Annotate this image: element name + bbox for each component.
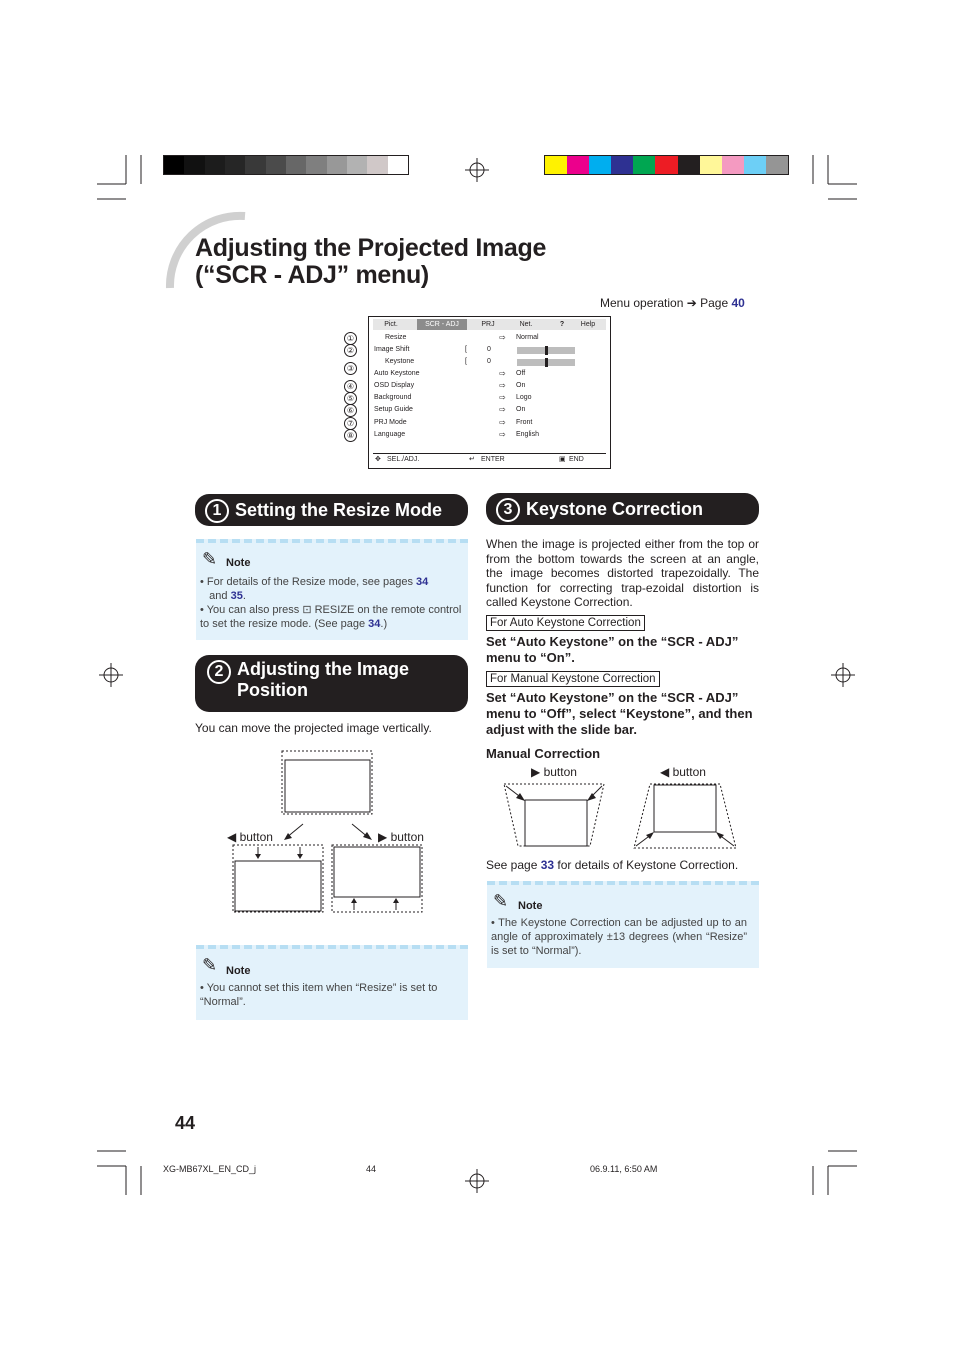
footer-filename: XG-MB67XL_EN_CD_j xyxy=(163,1164,257,1174)
note-item-1: • For details of the Resize mode, see pages 34 and 35. xyxy=(200,576,429,602)
arrow-icon: ⇨ xyxy=(499,418,506,427)
osd-row-label: OSD Display xyxy=(374,382,415,389)
note-item-2: • You can also press ⊡ RESIZE on the remote control to set the resize mode. (See page 34.) xyxy=(200,604,462,630)
grayscale-swatch xyxy=(367,156,387,174)
manual-keystone-label: For Manual Keystone Correction xyxy=(486,671,660,687)
osd-row-setup-guide xyxy=(373,404,606,416)
left-button-label: ◀ button xyxy=(660,765,706,779)
section3-body: When the image is projected either from the top or from the bottom towards the screen at an angle, the image becomes distorted trapezoidally. The function for correcting trap-ezoidal distortion is called Keystone Correction. xyxy=(486,537,759,609)
grayscale-swatch xyxy=(266,156,286,174)
osd-row-background xyxy=(373,392,606,404)
grayscale-swatch xyxy=(327,156,347,174)
osd-row-label: Keystone xyxy=(385,358,415,365)
callout-7: ⑦ xyxy=(344,417,357,430)
osd-row-value: Logo xyxy=(516,394,532,401)
arrow-icon: ⇨ xyxy=(499,430,506,439)
manual-correction-heading: Manual Correction xyxy=(486,746,601,761)
process-swatch xyxy=(678,156,700,174)
process-swatch xyxy=(655,156,677,174)
page-link[interactable]: 33 xyxy=(540,858,555,872)
note-label: Note xyxy=(226,557,251,569)
resize-key-icon: ⊡ xyxy=(302,604,312,616)
callout-2: ② xyxy=(344,344,357,357)
pencil-icon: ✎ xyxy=(202,955,218,975)
menu-operation-ref xyxy=(600,296,745,310)
osd-row-auto-keystone xyxy=(373,368,606,380)
slider-handle xyxy=(545,346,548,355)
process-swatch xyxy=(700,156,722,174)
note-text: You cannot set this item when “Resize” is set to “Normal”. xyxy=(200,982,438,1008)
page-title-line2: (“SCR - ADJ” menu) xyxy=(195,261,429,289)
page-link[interactable]: 34 xyxy=(368,618,381,630)
note-item-1: • The Keystone Correction can be adjusted up to an angle of approximately ±13 degrees (when “Resize” is set to “Normal”). xyxy=(491,917,747,957)
callout-8: ⑧ xyxy=(344,429,357,442)
osd-row-label: Image Shift xyxy=(374,346,410,353)
callout-1: ① xyxy=(344,332,357,345)
section3-number: 3 xyxy=(496,498,520,522)
section1-title: Setting the Resize Mode xyxy=(235,500,443,520)
auto-keystone-label: For Auto Keystone Correction xyxy=(486,615,645,631)
process-swatch xyxy=(589,156,611,174)
section2-title-line2: Position xyxy=(237,680,308,700)
grayscale-swatch xyxy=(388,156,408,174)
grayscale-swatch xyxy=(245,156,265,174)
grayscale-swatch xyxy=(164,156,184,174)
see-page-33 xyxy=(486,858,738,872)
process-swatch xyxy=(744,156,766,174)
osd-row-value: Off xyxy=(516,370,526,377)
osd-footer-end: END xyxy=(569,456,584,463)
grayscale-swatch xyxy=(286,156,306,174)
section2-title-line1: Adjusting the Image xyxy=(237,659,410,679)
osd-row-value: English xyxy=(516,431,539,438)
note-label: Note xyxy=(226,965,251,977)
osd-footer-enter: ENTER xyxy=(481,456,505,463)
manual-keystone-instruction: Set “Auto Keystone” on the “SCR - ADJ” menu to “Off”, select “Keystone”, and then adjust with the slide bar. xyxy=(486,690,753,737)
osd-row-label: Background xyxy=(374,394,412,401)
note-text: . xyxy=(242,590,246,602)
page-link[interactable]: 35 xyxy=(230,590,243,602)
left-button-label: ◀ button xyxy=(227,830,273,844)
see-text: for details of Keystone Correction. xyxy=(554,858,739,872)
osd-row-keystone: Keystone [ 0 xyxy=(373,356,606,368)
section1-header xyxy=(195,494,468,526)
grayscale-swatch xyxy=(205,156,225,174)
osd-tab-pict: Pict. xyxy=(384,321,398,328)
note-text: RESIZE on the remote control to set the resize mode. (See page xyxy=(200,604,462,630)
grayscale-swatch xyxy=(347,156,367,174)
osd-row-resize xyxy=(373,332,606,344)
section2-header xyxy=(195,655,468,712)
end-icon: ▣ xyxy=(559,456,566,463)
section1-number: 1 xyxy=(205,499,229,523)
right-button-label: ▶ button xyxy=(531,765,577,779)
section2-note-box xyxy=(196,945,468,1020)
process-swatch xyxy=(567,156,589,174)
process-swatch xyxy=(633,156,655,174)
arrow-icon: ⇨ xyxy=(499,393,506,402)
process-color-bar xyxy=(544,155,789,175)
osd-tab-help: Help xyxy=(580,321,596,328)
note-text: The Keystone Correction can be adjusted up to an angle of approximately ±13 degrees (when “Resize” is set to “Normal”). xyxy=(491,917,747,957)
page-title xyxy=(195,235,546,289)
osd-tab-net: Net. xyxy=(519,321,533,328)
process-swatch xyxy=(611,156,633,174)
note-text: You can also press xyxy=(206,604,303,616)
osd-row-label: Language xyxy=(374,431,406,438)
page-title-line1: Adjusting the Projected Image xyxy=(195,234,547,262)
osd-menu-screenshot xyxy=(368,316,611,469)
osd-row-label: Resize xyxy=(385,334,407,341)
osd-row-prj-mode xyxy=(373,417,606,429)
footer-date: 06.9.11, 6:50 AM xyxy=(590,1164,658,1174)
sel-adj-icon: ✥ xyxy=(375,456,381,463)
osd-row-value: On xyxy=(516,382,526,389)
section1-note-box xyxy=(196,539,468,640)
help-icon: ? xyxy=(559,321,565,328)
osd-row-label: PRJ Mode xyxy=(374,419,407,426)
section3-note-box xyxy=(487,881,759,968)
arrow-icon: ⇨ xyxy=(499,333,506,342)
page-number: 44 xyxy=(175,1113,196,1133)
enter-icon: ↵ xyxy=(469,456,475,463)
right-button-label: ▶ button xyxy=(378,830,424,844)
osd-tab-prj: PRJ xyxy=(481,321,495,328)
osd-row-image-shift: Image Shift [ 0 xyxy=(373,344,606,356)
note-label: Note xyxy=(518,900,543,912)
arrow-icon: ⇨ xyxy=(499,405,506,414)
callout-5: ⑤ xyxy=(344,392,357,405)
arrow-icon: ⇨ xyxy=(499,369,506,378)
footer-page: 44 xyxy=(366,1164,377,1174)
process-swatch xyxy=(722,156,744,174)
osd-row-value: Front xyxy=(516,419,533,426)
section2-body: You can move the projected image vertically. xyxy=(195,721,432,735)
slider-handle xyxy=(545,358,548,367)
arrow-icon: ⇨ xyxy=(499,381,506,390)
osd-row-value: 0 xyxy=(487,346,491,353)
grayscale-swatch xyxy=(225,156,245,174)
osd-row-value: On xyxy=(516,406,526,413)
osd-row-label: Auto Keystone xyxy=(374,370,420,377)
process-swatch xyxy=(545,156,567,174)
callout-6: ⑥ xyxy=(344,404,357,417)
page-link[interactable]: 34 xyxy=(416,576,429,588)
process-swatch xyxy=(766,156,788,174)
grayscale-swatch xyxy=(184,156,204,174)
pencil-icon: ✎ xyxy=(202,549,218,569)
section3-header xyxy=(486,493,759,525)
osd-row-language xyxy=(373,429,606,441)
osd-row-value: Normal xyxy=(516,334,539,341)
note-text: and xyxy=(206,590,231,602)
pencil-icon: ✎ xyxy=(493,891,509,911)
osd-row-value: 0 xyxy=(487,358,491,365)
note-item-1: • You cannot set this item when “Resize” is set to “Normal”. xyxy=(200,982,438,1008)
note-text: For details of the Resize mode, see pages xyxy=(206,576,417,588)
section3-title: Keystone Correction xyxy=(526,499,704,519)
grayscale-color-bar xyxy=(163,155,409,175)
osd-row-osd-display xyxy=(373,380,606,392)
menu-operation-page-link[interactable]: 40 xyxy=(731,296,745,310)
osd-tab-bar xyxy=(373,319,606,330)
osd-footer-sel: SEL./ADJ. xyxy=(387,456,420,463)
osd-footer xyxy=(373,453,606,465)
see-text: See page xyxy=(486,858,541,872)
menu-operation-text: Menu operation ➔ Page xyxy=(600,296,732,310)
note-text: .) xyxy=(380,618,388,630)
grayscale-swatch xyxy=(306,156,326,174)
osd-row-label: Setup Guide xyxy=(374,406,413,413)
osd-tab-scr-adj: SCR - ADJ xyxy=(417,319,467,330)
callout-4: ④ xyxy=(344,380,357,393)
callout-3: ③ xyxy=(344,362,357,375)
auto-keystone-instruction: Set “Auto Keystone” on the “SCR - ADJ” menu to “On”. xyxy=(486,634,739,665)
keystone-diagram xyxy=(500,780,740,852)
section2-number: 2 xyxy=(207,660,231,684)
